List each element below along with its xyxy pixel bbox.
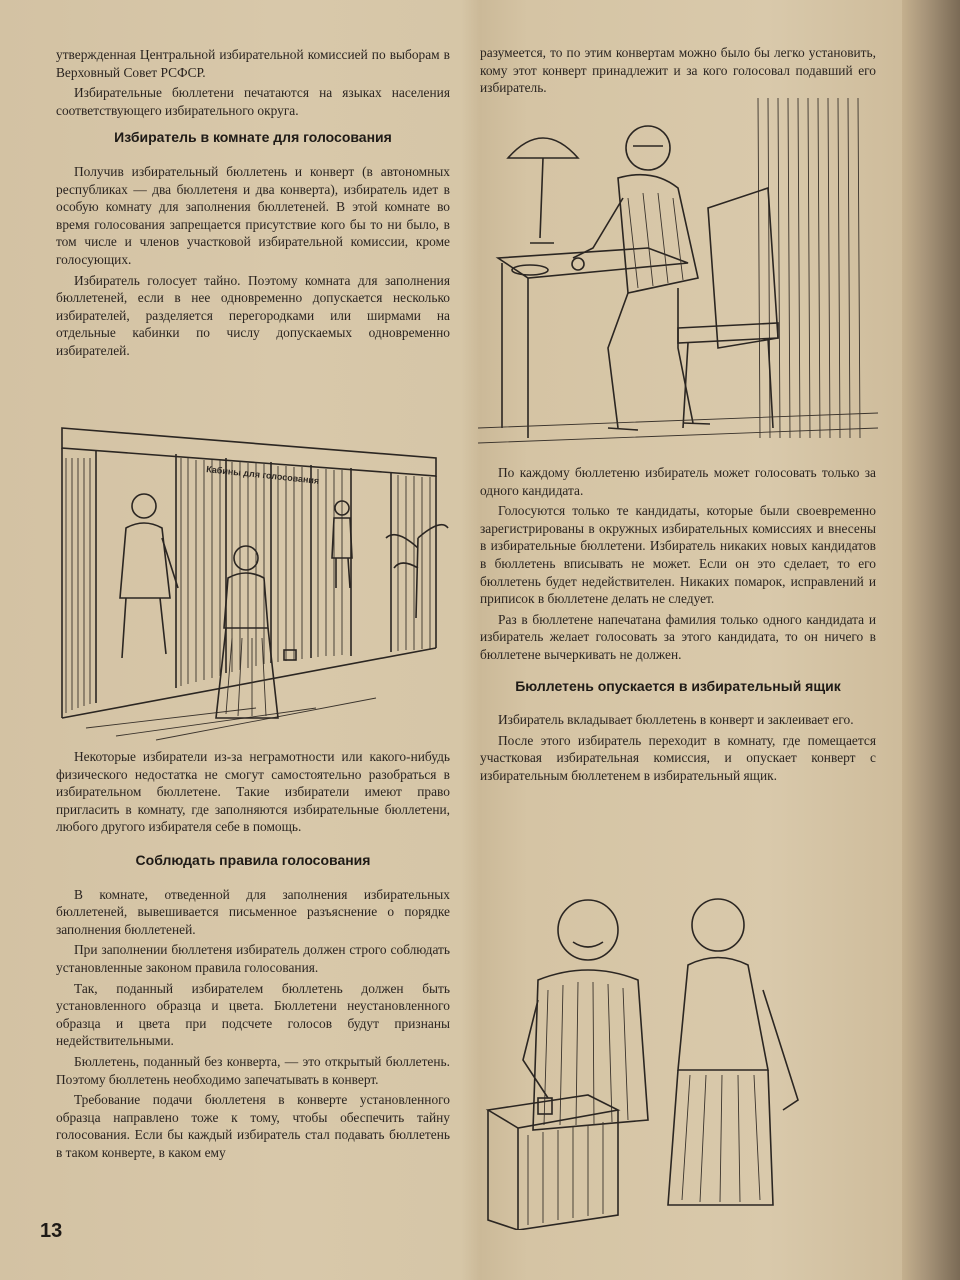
section2-paragraph-4: Бюллетень, поданный без конверта, — это открытый бюллетень. Поэтому бюллетень необходимо запечатывать в конверт. [56, 1053, 450, 1087]
section2-paragraph-5: Требование подачи бюллетеня в конверте установленного образца направлено тоже к тому, чтобы обеспечить тайну голосования. Если бы каждый избиратель стал подавать бюллетень в таком конверте, в каком ему [56, 1092, 450, 1160]
ballot-box-illustration [478, 870, 878, 1230]
section1-paragraph-1: Получив избирательный бюллетень и конверт (в автономных республиках — два бюллетеня и два конверта), избиратель идет в особую комнату для заполнения бюллетеней. В этой комнате во время голосования запрещается присутствие кого бы то ни было, в том числе и членов участковой избирательной комиссии, кроме голосующих. [56, 163, 450, 267]
binding-edge [902, 0, 960, 1280]
voter-at-desk-illustration [478, 98, 878, 453]
booth-sign-text: Кабины для голосования [205, 464, 320, 486]
voting-booths-illustration [56, 418, 456, 743]
section2-paragraph-2: При заполнении бюллетеня избиратель должен строго соблюдать установленные законом правила голосования. [56, 942, 450, 975]
intro-paragraph-2: Избирательные бюллетени печатаются на языках населения соответствующего избирательного округа. [56, 85, 450, 118]
section-heading-voting-room: Избиратель в комнате для голосования [114, 129, 392, 146]
section1-paragraph-2: Избиратель голосует тайно. Поэтому комната для заполнения бюллетеней, если в нее одновременно допускается несколько избирателей, разделяется перегородками или ширмами на отдельные кабинки по числу допускаемых одновременно избирателей. [56, 272, 450, 358]
section2-paragraph-1: В комнате, отведенной для заполнения избирательных бюллетеней, вывешивается письменное разъяснение о порядке заполнения бюллетеней. [56, 886, 450, 937]
right-paragraph-3: Раз в бюллетене напечатана фамилия только одного кандидата и избиратель желает голосовать за этого кандидата, то он ничего в бюллетене вычеркивать не должен. [480, 611, 876, 662]
section3-paragraph-1: Избиратель вкладывает бюллетень в конверт и заклеивает его. [498, 712, 854, 728]
right-paragraph-2: Голосуются только те кандидаты, которые были своевременно зарегистрированы в окружных избирательных комиссиях и внесены в избирательные бюллетени. Избиратель никаких новых кандидатов в бюллетень вписывать не может. Если он это сделает, то его бюллетень будет недействителен. Никаких помарок, исправлений и приписок в бюллетене делать не следует. [480, 503, 876, 607]
right-column [480, 44, 876, 100]
left-column [56, 46, 450, 363]
section-heading-ballot-box: Бюллетень опускается в избирательный ящик [515, 677, 841, 694]
intro-paragraph-1: утвержденная Центральной избирательной комиссией по выборам в Верховный Совет РСФСР. [56, 47, 450, 80]
page-number: 13 [40, 1220, 63, 1242]
right-paragraph-1: По каждому бюллетеню избиратель может голосовать только за одного кандидата. [480, 465, 876, 498]
left-column-lower [56, 748, 450, 1164]
section-heading-rules: Соблюдать правила голосования [135, 851, 371, 868]
right-column-lower [480, 464, 876, 788]
section2-paragraph-3: Так, поданный избирателем бюллетень должен быть установленного образца и цвета. Бюллетени неустановленного образца и цвета при подсчете голосов будут признаны недействительными. [56, 980, 450, 1049]
section3-paragraph-2: После этого избиратель переходит в комнату, где помещается участковая избирательная комиссия, и опускает конверт с избирательным бюллетенем в избирательный ящик. [480, 732, 876, 783]
continuation-paragraph: разумеется, то по этим конвертам можно было бы легко установить, кому этот конверт принадлежит и за кого голосовал подавший его избиратель. [480, 45, 876, 96]
assistance-paragraph: Некоторые избиратели из-за неграмотности или какого-нибудь физического недостатка не смогут самостоятельно разобраться в избирательном бюллетене. Такие избиратели имеют право пригласить в комнату, где заполняются избирательные бюллетени, любого другого избирателя себе в помощь. [56, 749, 450, 835]
